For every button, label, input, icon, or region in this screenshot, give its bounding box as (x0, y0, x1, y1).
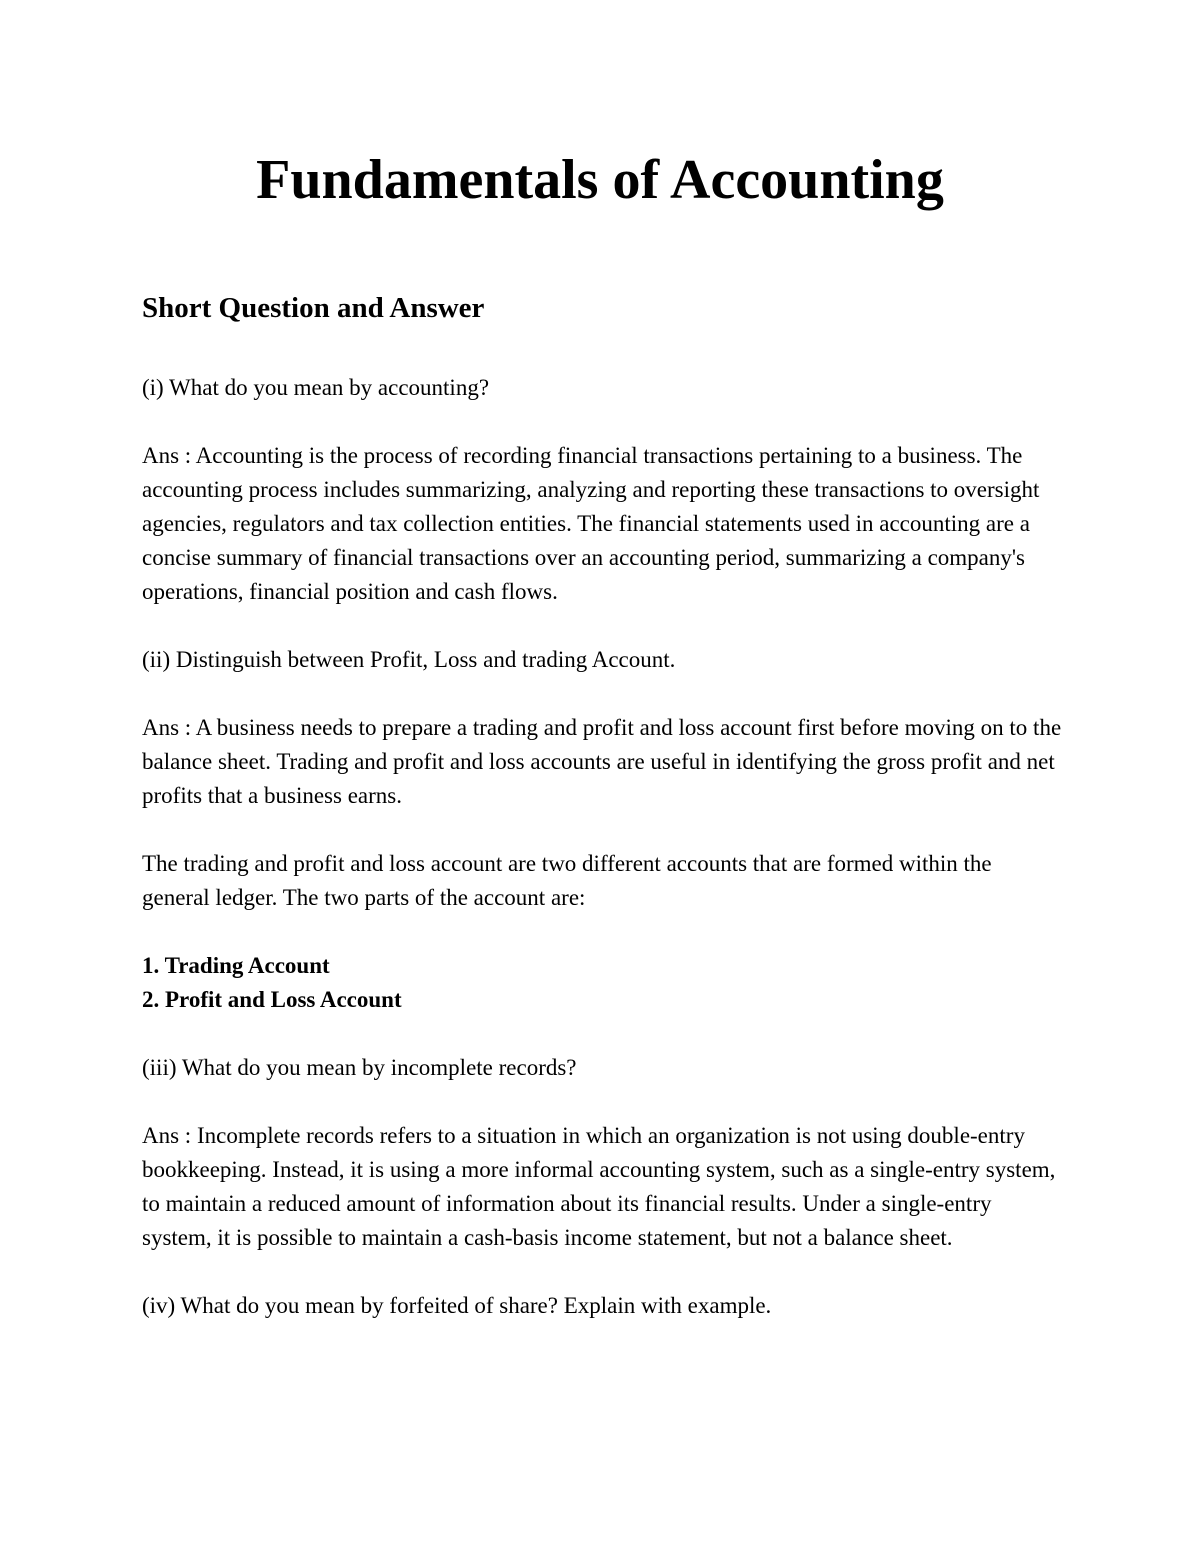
question-2: (ii) Distinguish between Profit, Loss and trading Account. (142, 647, 676, 672)
answer-2: Ans : A business needs to prepare a trading and profit and loss account first before moving on to the balance sheet. Trading and profit and loss accounts are useful in identifying the gross profit and net profits that a business earns. (142, 715, 1062, 808)
document-title: Fundamentals of Accounting (256, 149, 944, 211)
question-4: (iv) What do you mean by forfeited of share? Explain with example. (142, 1293, 772, 1318)
list-item: 2. Profit and Loss Account (142, 987, 402, 1012)
account-list (142, 949, 1062, 1017)
answer-2-continued: The trading and profit and loss account are two different accounts that are formed within the general ledger. The two parts of the account are: (142, 851, 992, 910)
list-item: 1. Trading Account (142, 953, 330, 978)
section-heading: Short Question and Answer (142, 292, 485, 324)
answer-1: Ans : Accounting is the process of recording financial transactions pertaining to a business. The accounting process includes summarizing, analyzing and reporting these transactions to oversight agencies, regulators and tax collection entities. The financial statements used in accounting are a concise summary of financial transactions over an accounting period, summarizing a company's operations, financial position and cash flows. (142, 443, 1040, 604)
document-body (142, 288, 1062, 1323)
question-1: (i) What do you mean by accounting? (142, 375, 490, 400)
question-3: (iii) What do you mean by incomplete records? (142, 1055, 577, 1080)
answer-3: Ans : Incomplete records refers to a situation in which an organization is not using double-entry bookkeeping. Instead, it is using a more informal accounting system, such as a single-entry system, to maintain a reduced amount of information about its financial results. Under a single-entry system, it is possible to maintain a cash-basis income statement, but not a balance sheet. (142, 1123, 1056, 1250)
